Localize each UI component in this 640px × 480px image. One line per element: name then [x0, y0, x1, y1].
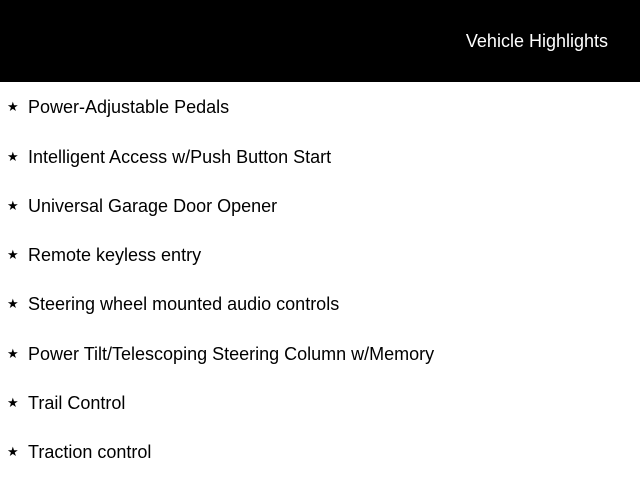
list-item-label: Remote keyless entry: [28, 245, 202, 265]
list-item: [0, 441, 640, 463]
list-item: [0, 244, 640, 266]
list-item-label: Trail Control: [28, 393, 126, 413]
header-bar: [0, 0, 640, 82]
list-item-label: Universal Garage Door Opener: [28, 196, 278, 216]
list-item-label: Traction control: [28, 442, 152, 462]
star-icon: ★: [7, 296, 19, 311]
list-item-label: Steering wheel mounted audio controls: [28, 294, 340, 314]
star-icon: ★: [7, 444, 19, 459]
star-icon: ★: [7, 395, 19, 410]
list-item: [0, 146, 640, 168]
list-item: [0, 96, 640, 118]
star-icon: ★: [7, 247, 19, 262]
list-item: [0, 343, 640, 365]
star-icon: ★: [7, 149, 19, 164]
list-item: [0, 392, 640, 414]
list-item: [0, 293, 640, 315]
list-item: [0, 195, 640, 217]
list-item-label: Power-Adjustable Pedals: [28, 97, 230, 117]
star-icon: ★: [7, 99, 19, 114]
header-title: Vehicle Highlights: [465, 31, 608, 51]
list-item-label: Power Tilt/Telescoping Steering Column w/Memory: [28, 344, 435, 364]
star-icon: ★: [7, 198, 19, 213]
star-icon: ★: [7, 346, 19, 361]
list-item-label: Intelligent Access w/Push Button Start: [28, 147, 332, 167]
